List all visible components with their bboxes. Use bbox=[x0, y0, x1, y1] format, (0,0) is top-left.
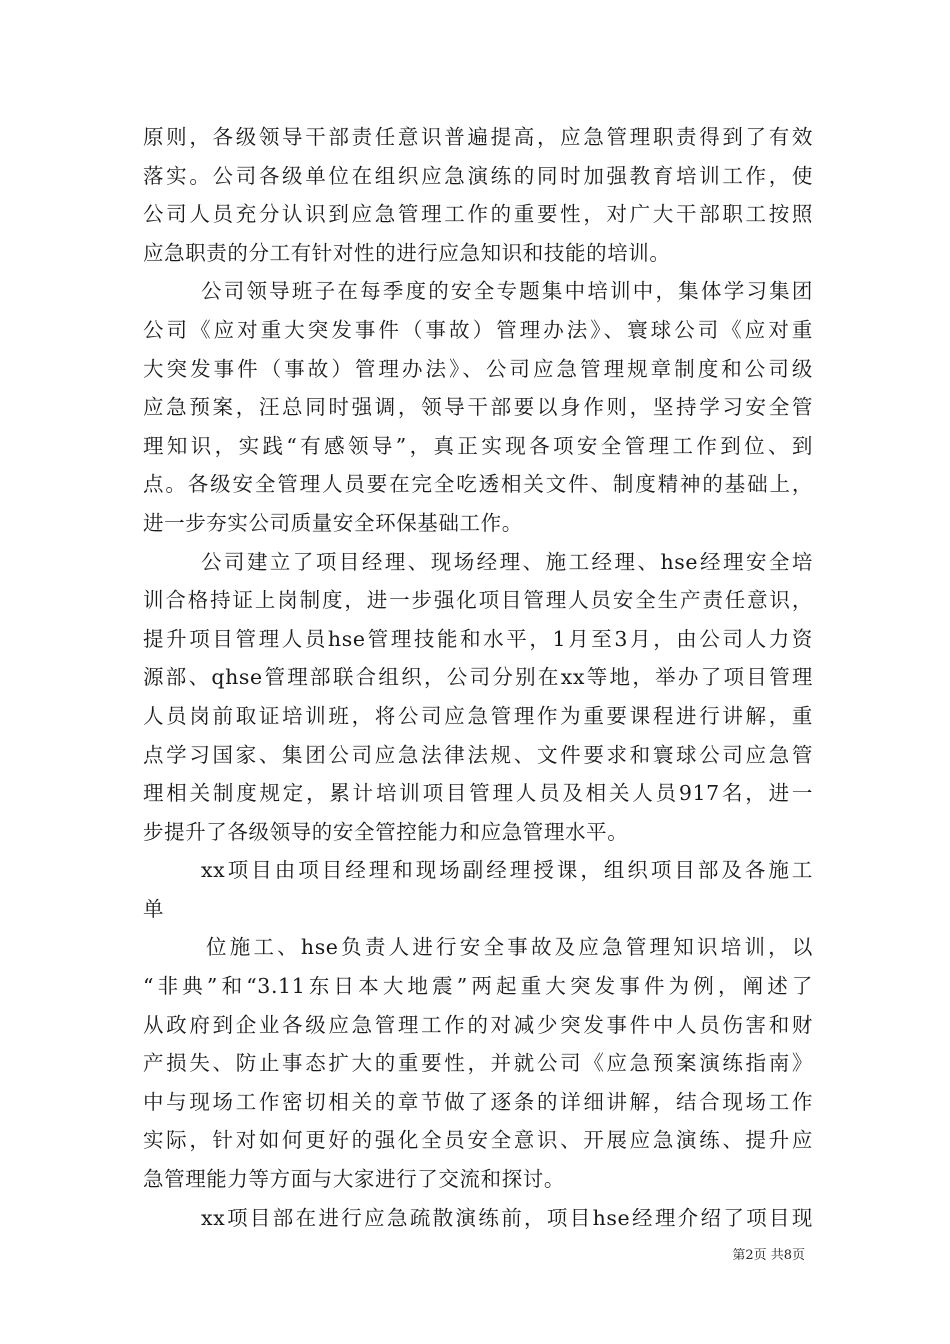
text-line-22: 位施工、hse负责人进行安全事故及应急管理知识培训，以 bbox=[206, 935, 813, 960]
text-line-18: 理相关制度规定，累计培训项目管理人员及相关人员917名，进一 bbox=[143, 781, 813, 806]
text-line-10: 点。各级安全管理人员要在完全吃透相关文件、制度精神的基础上， bbox=[143, 472, 813, 497]
text-line-15: 源部、qhse管理部联合组织，公司分别在xx等地，举办了项目管理 bbox=[143, 665, 813, 690]
text-line-17: 点学习国家、集团公司应急法律法规、文件要求和寰球公司应急管 bbox=[143, 742, 813, 767]
text-line-26: 中与现场工作密切相关的章节做了逐条的详细讲解，结合现场工作 bbox=[143, 1089, 813, 1114]
text-line-19: 步提升了各级领导的安全管控能力和应急管理水平。 bbox=[143, 819, 629, 844]
document-body bbox=[143, 118, 813, 1237]
text-line-2: 落实。公司各级单位在组织应急演练的同时加强教育培训工作，使 bbox=[143, 163, 813, 188]
text-line-28: 急管理能力等方面与大家进行了交流和探讨。 bbox=[143, 1167, 565, 1192]
text-line-27: 实际，针对如何更好的强化全员安全意识、开展应急演练、提升应 bbox=[143, 1128, 813, 1153]
text-line-13: 训合格持证上岗制度，进一步强化项目管理人员安全生产责任意识， bbox=[143, 588, 813, 613]
text-line-1: 原则，各级领导干部责任意识普遍提高，应急管理职责得到了有效 bbox=[143, 125, 813, 149]
text-line-4: 应急职责的分工有针对性的进行应急知识和技能的培训。 bbox=[143, 240, 671, 265]
text-line-11: 进一步夯实公司质量安全环保基础工作。 bbox=[143, 510, 523, 535]
text-line-6: 公司《应对重大突发事件（事故）管理办法》、寰球公司《应对重 bbox=[143, 317, 813, 342]
page-number-footer: 第2页 共8页 bbox=[732, 1248, 805, 1263]
text-line-24: 从政府到企业各级应急管理工作的对减少突发事件中人员伤害和财 bbox=[143, 1012, 813, 1037]
text-line-23: “非典”和“3.11东日本大地震”两起重大突发事件为例，阐述了 bbox=[143, 974, 813, 999]
text-line-5: 公司领导班子在每季度的安全专题集中培训中，集体学习集团 bbox=[201, 279, 813, 304]
text-line-3: 公司人员充分认识到应急管理工作的重要性，对广大干部职工按照 bbox=[143, 202, 813, 227]
text-line-16: 人员岗前取证培训班，将公司应急管理作为重要课程进行讲解，重 bbox=[143, 703, 813, 728]
text-line-14: 提升项目管理人员hse管理技能和水平，1月至3月，由公司人力资 bbox=[143, 626, 813, 651]
text-line-25: 产损失、防止事态扩大的重要性，并就公司《应急预案演练指南》 bbox=[143, 1051, 813, 1076]
text-line-12: 公司建立了项目经理、现场经理、施工经理、hse经理安全培 bbox=[201, 549, 813, 574]
text-line-7: 大突发事件（事故）管理办法》、公司应急管理规章制度和公司级 bbox=[143, 356, 813, 381]
text-line-9: 理知识，实践“有感领导”，真正实现各项安全管理工作到位、到 bbox=[143, 433, 813, 458]
text-line-29: xx项目部在进行应急疏散演练前，项目hse经理介绍了项目现 bbox=[201, 1205, 813, 1230]
text-line-20: xx项目由项目经理和现场副经理授课，组织项目部及各施工 bbox=[201, 858, 813, 883]
text-line-8: 应急预案，汪总同时强调，领导干部要以身作则，坚持学习安全管 bbox=[143, 395, 813, 420]
text-line-21: 单 bbox=[143, 896, 165, 921]
